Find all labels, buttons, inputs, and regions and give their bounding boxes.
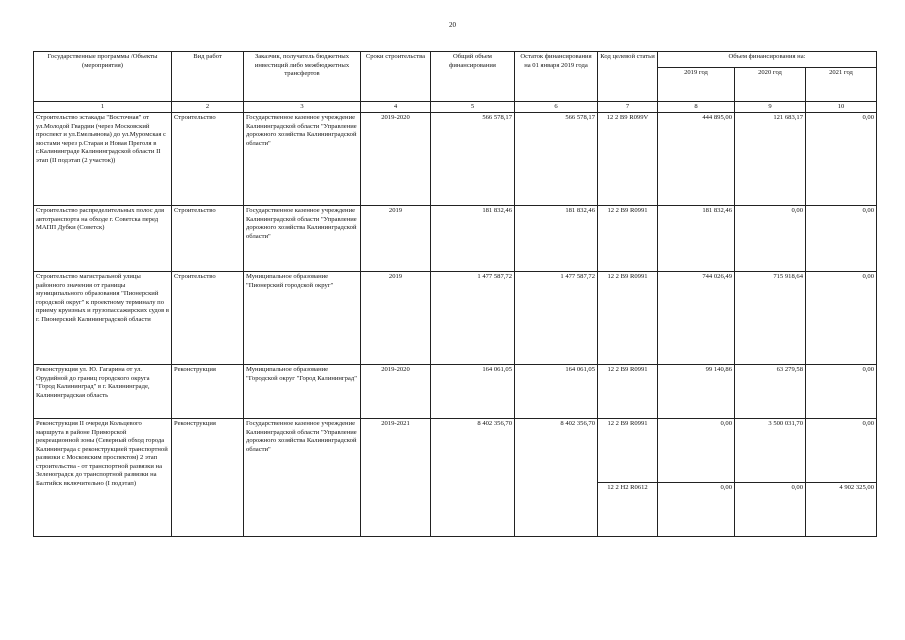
financing-2021: 0,00 (806, 206, 877, 272)
object-name: Реконструкция II очереди Кольцевого маршрута в районе Приморской рекреационной зоны (Северный обход города Калининграда с реконструкцией транспортной развязки с Московским проспектом) 2 этап строительства - от транспортной развязки на Зеленоградск до транспортной развязки на Балтийск включительно (I подэтап) (34, 419, 172, 537)
column-number: 9 (735, 102, 806, 113)
remainder: 566 578,17 (515, 113, 598, 206)
total-financing: 566 578,17 (431, 113, 515, 206)
work-type: Строительство (172, 113, 244, 206)
financing-2021: 0,00 (806, 365, 877, 419)
header-programs: Государственные программы /Объекты (мероприятия) (34, 52, 172, 102)
work-type: Строительство (172, 206, 244, 272)
terms: 2019 (361, 206, 431, 272)
total-financing: 1 477 587,72 (431, 272, 515, 365)
target-code: 12 2 B9 R0991 (598, 206, 658, 272)
table-row (34, 113, 877, 206)
target-code: 12 2 B9 R0991 (598, 419, 658, 483)
target-code: 12 2 B9 R0991 (598, 365, 658, 419)
terms: 2019-2020 (361, 113, 431, 206)
column-number: 10 (806, 102, 877, 113)
financing-2020: 0,00 (735, 483, 806, 537)
work-type: Строительство (172, 272, 244, 365)
column-number: 3 (244, 102, 361, 113)
remainder: 164 061,05 (515, 365, 598, 419)
table-row (34, 419, 877, 483)
target-code: 12 2 B9 R0991 (598, 272, 658, 365)
column-number: 4 (361, 102, 431, 113)
customer: Государственное казенное учреждение Калининградской области "Управление дорожного хозяйства Калининградской области" (244, 206, 361, 272)
header-customer: Заказчик, получатель бюджетных инвестиций либо межбюджетных трансфертов (244, 52, 361, 102)
terms: 2019-2021 (361, 419, 431, 537)
work-type: Реконструкция (172, 365, 244, 419)
financing-2019: 0,00 (658, 419, 735, 483)
financing-2019: 444 895,00 (658, 113, 735, 206)
object-name: Строительство магистральной улицы районного значения от границы муниципального образования "Пионерский городской округ" к проектному терминалу по приему круизных и грузопассажирских судов в г. Пионерский Калининградской области (34, 272, 172, 365)
customer: Государственное казенное учреждение Калининградской области "Управление дорожного хозяйства Калининградской области" (244, 113, 361, 206)
remainder: 8 402 356,70 (515, 419, 598, 537)
financing-2021: 0,00 (806, 272, 877, 365)
financing-2021: 0,00 (806, 113, 877, 206)
column-numbers-row (34, 102, 877, 113)
customer: Муниципальное образование "Пионерский городской округ" (244, 272, 361, 365)
header-2020: 2020 год (735, 68, 806, 102)
object-name: Реконструкция ул. Ю. Гагарина от ул. Орудийной до границ городского округа "Город Калининград" в г. Калининграде, Калининградская область (34, 365, 172, 419)
financing-2020: 63 279,58 (735, 365, 806, 419)
financing-2019: 181 832,46 (658, 206, 735, 272)
total-financing: 181 832,46 (431, 206, 515, 272)
column-number: 6 (515, 102, 598, 113)
terms: 2019-2020 (361, 365, 431, 419)
header-code: Код целевой статьи (598, 52, 658, 102)
header-2021: 2021 год (806, 68, 877, 102)
column-number: 2 (172, 102, 244, 113)
page-number: 20 (449, 21, 456, 29)
header-terms: Сроки строительства (361, 52, 431, 102)
column-number: 1 (34, 102, 172, 113)
financing-2021: 4 902 325,00 (806, 483, 877, 537)
remainder: 1 477 587,72 (515, 272, 598, 365)
target-code: 12 2 H2 R0612 (598, 483, 658, 537)
financing-2020: 3 500 031,70 (735, 419, 806, 483)
work-type: Реконструкция (172, 419, 244, 537)
financing-table (33, 51, 877, 537)
table-row (34, 206, 877, 272)
column-number: 8 (658, 102, 735, 113)
total-financing: 8 402 356,70 (431, 419, 515, 537)
header-funding: Объем финансирования на: (658, 52, 877, 68)
financing-2021: 0,00 (806, 419, 877, 483)
remainder: 181 832,46 (515, 206, 598, 272)
column-number: 7 (598, 102, 658, 113)
header-work-type: Вид работ (172, 52, 244, 102)
table-row (34, 365, 877, 419)
header-2019: 2019 год (658, 68, 735, 102)
financing-2019: 744 026,49 (658, 272, 735, 365)
total-financing: 164 061,05 (431, 365, 515, 419)
object-name: Строительство распределительных полос для автотранспорта на обходе г. Советска перед МАПП Дубки (Советск) (34, 206, 172, 272)
financing-2019: 99 140,86 (658, 365, 735, 419)
financing-2020: 121 683,17 (735, 113, 806, 206)
header-remainder: Остаток финансирования на 01 января 2019 года (515, 52, 598, 102)
customer: Государственное казенное учреждение Калининградской области "Управление дорожного хозяйства Калининградской области" (244, 419, 361, 537)
customer: Муниципальное образование "Городской округ "Город Калининград" (244, 365, 361, 419)
column-number: 5 (431, 102, 515, 113)
header-total: Общий объем финансирования (431, 52, 515, 102)
object-name: Строительство эстакады "Восточная" от ул.Молодой Гвардии (через Московский проспект и ул.Емельянова) до ул.Муромская с мостами через р.Старая и Новая Преголя в г.Калининграде Калининградской области II этап (II подэтап (2 участок)) (34, 113, 172, 206)
header-row (34, 52, 877, 68)
terms: 2019 (361, 272, 431, 365)
financing-2020: 715 918,64 (735, 272, 806, 365)
table-row (34, 272, 877, 365)
financing-2020: 0,00 (735, 206, 806, 272)
target-code: 12 2 B9 R099V (598, 113, 658, 206)
financing-2019: 0,00 (658, 483, 735, 537)
